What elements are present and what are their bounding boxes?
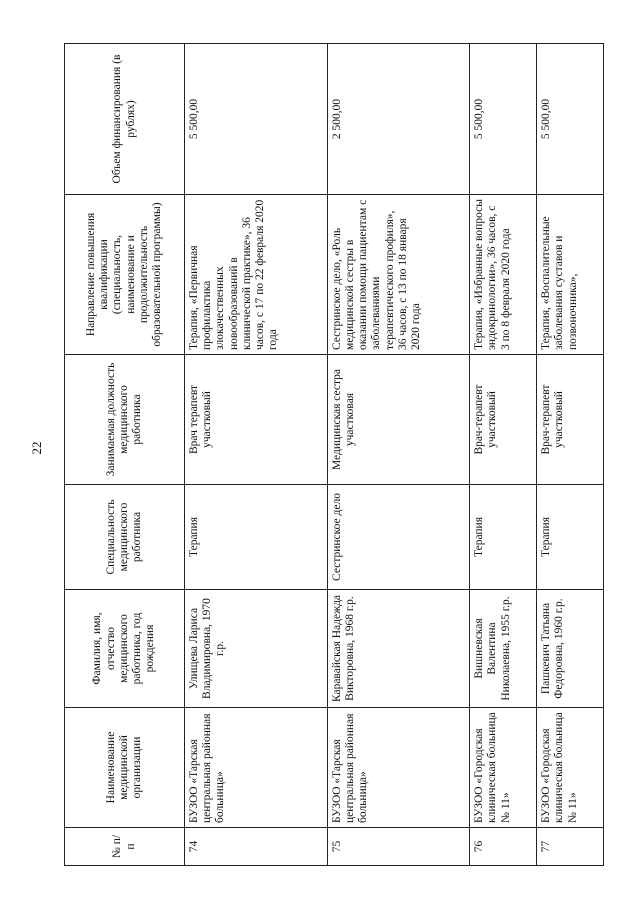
- rotated-page: [64, 44, 604, 866]
- table-container: [64, 44, 604, 866]
- row-amount: 5 500,00: [537, 44, 604, 195]
- page-number: 22: [29, 441, 44, 455]
- row-program: Сестринское дело, «Роль медицинской сестры в оказании помощи пациентам с заболеваниями терапевтического профиля», 36 часов, с 13 по 18 января 2020 года: [327, 195, 470, 355]
- row-name: Вишневская Валентина Николаевна, 1955 г.р.: [470, 590, 537, 708]
- header-specialty: Специальность медицинского работника: [65, 485, 185, 590]
- row-name: Каравайская Надежда Викторовна, 1968 г.р.: [327, 590, 470, 708]
- table-row: [470, 44, 537, 866]
- header-num: № п/п: [65, 828, 185, 866]
- row-num: 75: [327, 828, 470, 866]
- row-amount: 5 500,00: [185, 44, 328, 195]
- row-org: БУЗОО «Тарская центральная районная больница»: [185, 708, 328, 828]
- header-name: Фамилия, имя, отчество медицинского работника, год рождения: [65, 590, 185, 708]
- row-program: Терапия, «Первичная профилактика злокачественных новообразований в клинической практике», 36 часов, с 17 по 22 февраля 2020 года: [185, 195, 328, 355]
- row-org: БУЗОО «Городская клиническая больница № 11»: [537, 708, 604, 828]
- row-position: Медицинская сестра участковая: [327, 355, 470, 485]
- table-row: [327, 44, 470, 866]
- row-name: Улищева Лариса Владимировна, 1970 г.р.: [185, 590, 328, 708]
- row-specialty: Терапия: [185, 485, 328, 590]
- header-org: Наименование медицинской организации: [65, 708, 185, 828]
- row-specialty: Терапия: [537, 485, 604, 590]
- table-row: [537, 44, 604, 866]
- row-num: 74: [185, 828, 328, 866]
- header-program: Направление повышения квалификации (специальность, наименование и продолжительность образовательной программы): [65, 195, 185, 355]
- training-table: [64, 43, 604, 866]
- row-position: Врач-терапевт участковый: [537, 355, 604, 485]
- row-position: Врач терапевт участковый: [185, 355, 328, 485]
- row-num: 77: [537, 828, 604, 866]
- row-name: Пашкевич Татьяна Федоровна, 1960 г.р.: [537, 590, 604, 708]
- row-position: Врач-терапевт участковый: [470, 355, 537, 485]
- row-specialty: Сестринское дело: [327, 485, 470, 590]
- row-amount: 2 500,00: [327, 44, 470, 195]
- header-position: Занимаемая должность медицинского работника: [65, 355, 185, 485]
- row-program: Терапия, «Воспалительные заболевания суставов и позвоночника»,: [537, 195, 604, 355]
- row-num: 76: [470, 828, 537, 866]
- table-header-row: [65, 44, 185, 866]
- header-amount: Объем финансирования (в рублях): [65, 44, 185, 195]
- row-amount: 5 500,00: [470, 44, 537, 195]
- table-row: [185, 44, 328, 866]
- row-org: БУЗОО «Тарская центральная районная больница»: [327, 708, 470, 828]
- row-org: БУЗОО «Городская клиническая больница № 11»: [470, 708, 537, 828]
- row-program: Терапия, «Избранные вопросы эндокринологии», 36 часов, с 3 по 8 февраля 2020 года: [470, 195, 537, 355]
- row-specialty: Терапия: [470, 485, 537, 590]
